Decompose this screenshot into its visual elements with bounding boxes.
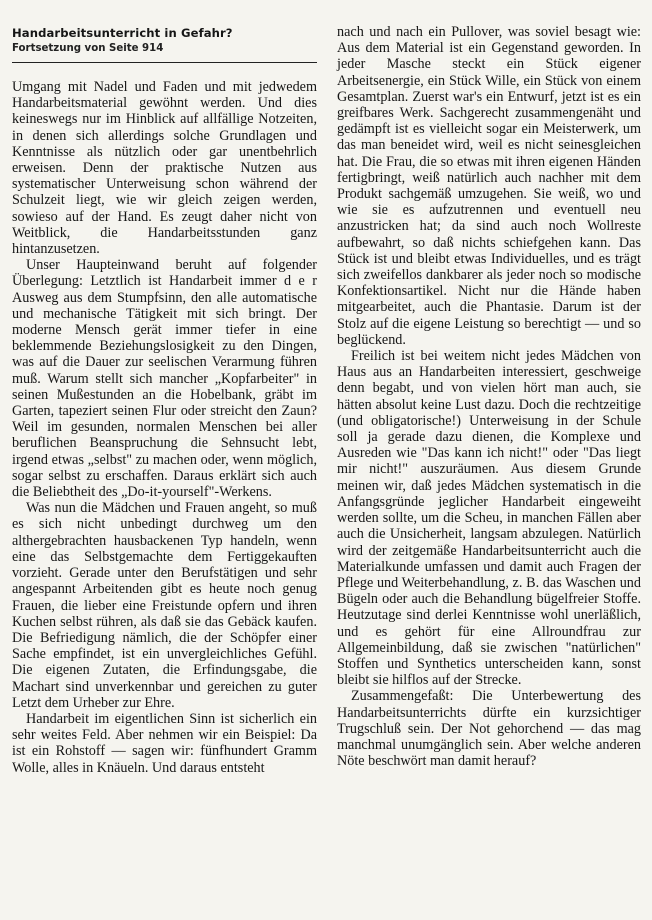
paragraph: Was nun die Mädchen und Frauen angeht, so muß es sich nicht unbedingt durchweg um den althergebrachten hausbackenen Typ handeln, wenn eine das Selbstgemachte dem Fertiggekauften vorzieht. Gerade unter den Berufstätigen und sehr angespannt Arbeitenden gibt es heute noch genug Frauen, die lieber eine Freistunde opfern und ihren Kuchen selbst rühren, als daß sie das Gebäck kaufen. Die Befriedigung nämlich, die der Schöpfer einer Sache empfindet, ist ein unvergleichliches Gefühl. Die eigenen Zutaten, die Erfindungsgabe, die Machart sind unverkennbar und gereichen zu guter Letzt dem Urheber zur Ehre.: [12, 500, 317, 711]
continuation-note: Fortsetzung von Seite 914: [12, 43, 164, 54]
paragraph: Zusammengefaßt: Die Unterbewertung des Handarbeitsunterrichts dürfte ein kurzsichtiger Trugschluß sein. Der Not gehorchend — das mag manchmal unumgänglich sein. Aber welche anderen Nöte beschwört man damit herauf?: [337, 688, 641, 770]
paragraph: Handarbeit im eigentlichen Sinn ist sicherlich ein sehr weites Feld. Aber nehmen wir ein Beispiel: Da ist ein Rohstoff — sagen wir: fünfhundert Gramm Wolle, alles in Knäueln. Und daraus entsteht: [12, 710, 317, 776]
paragraph: Freilich ist bei weitem nicht jedes Mädchen von Haus aus an Handarbeiten interessiert, geschweige denn begabt, und von vielen hört man auch, sie hätten absolut keine Lust dazu. Doch die rechtzeitige (und obligatorische!) Unterweisung in der Schule soll ja gerade dazu dienen, die Komplexe und Ausreden wie "Das kann ich nicht!" oder "Das liegt mir nicht!" auszuräumen. Aus diesem Grunde meinen wir, daß jedes Mädchen systematisch in die Anfangsgründe jeglicher Handarbeit eingeweiht werden sollte, um die Scheu, in manchen Fällen aber auch die Unsicherheit, langsam abzulegen. Natürlich wird der zeitgemäße Handarbeitsunterricht auch die Materialkunde umfassen und damit auch Fragen der Pflege und Weiterbehandlung, z. B. das Waschen und Bügeln oder auch die Behandlung bügelfreier Stoffe. Heutzutage sind derlei Kenntnisse wohl unerläßlich, und es gehört für eine Allroundfrau zur Allgemeinbildung, daß sie zwischen "natürlichen" Stoffen und Synthetics unterscheiden kann, sonst bleibt sie hilflos auf der Strecke.: [337, 348, 641, 689]
article-title: Handarbeitsunterricht in Gefahr?: [12, 26, 233, 40]
paragraph: nach und nach ein Pullover, was soviel besagt wie: Aus dem Material ist ein Gegenstand geworden. In jeder Masche steckt ein Stück eigener Arbeitsenergie, ein Stück Wille, ein Stück von einem Gesamtplan. Zuerst war's ein Entwurf, jetzt ist es ein greifbares Werk. Sachgerecht zusammengenäht und gedämpft ist es vielleicht sogar ein Meisterwerk, um das man beneidet wird, weil es nicht seinesgleichen hat. Die Frau, die so etwas mit ihren eigenen Händen fertigbringt, weiß natürlich auch nachher mit dem Produkt sachgemäß umzugehen. Sie weiß, wo und wie sie es aufzutrennen und eventuell neu anzustricken hat; da sind auch noch Wollreste aufbewahrt, so daß nichts schiefgehen kann. Das Stück ist und bleibt etwas Individuelles, und es trägt sich zweifellos dankbarer als jeder noch so modische Konfektionsartikel. Nicht nur die Hände haben mitgearbeitet, auch die Phantasie. Darum ist der Stolz auf die eigene Leistung so berechtigt — und so beglückend.: [337, 24, 641, 348]
right-column: [337, 24, 641, 769]
left-column: [12, 22, 317, 776]
paragraph: Unser Haupteinwand beruht auf folgender Überlegung: Letztlich ist Handarbeit immer d e r Ausweg aus dem Stumpfsinn, den alle automatische und mechanische Tätigkeit mit sich bringt. Der moderne Mensch gerät immer tiefer in eine beklemmende Beziehungslosigkeit zu den Dingen, was auf die Dauer zur seelischen Verarmung führen muß. Warum stellt sich mancher „Kopfarbeiter" in seinen Mußestunden an die Hobelbank, gräbt im Garten, tapeziert seinen Flur oder streicht den Zaun? Weil im gesunden, normalen Menschen bei aller beruflichen Beanspruchung die Sehnsucht lebt, irgend etwas „selbst" zu machen oder, wenn möglich, sogar selbst zu erschaffen. Daraus erklärt sich auch die Beliebtheit des „Do-it-yourself"-Werkens.: [12, 257, 317, 501]
title-divider: [12, 62, 317, 63]
paragraph: Umgang mit Nadel und Faden und mit jedwedem Handarbeitsmaterial gewöhnt werden. Und dies keineswegs nur im Hinblick auf allfällige Notzeiten, in denen sich allerdings solche Grundlagen und Kenntnisse als nützlich oder gar unentbehrlich erweisen. Denn der praktische Nutzen aus systematischer Unterweisung schon während der Schulzeit liegt, wie wir gleich zeigen werden, sowieso auf der Hand. Es zeugt daher nicht von Weitblick, die Handarbeitsstunden ganz hintanzusetzen.: [12, 79, 317, 258]
